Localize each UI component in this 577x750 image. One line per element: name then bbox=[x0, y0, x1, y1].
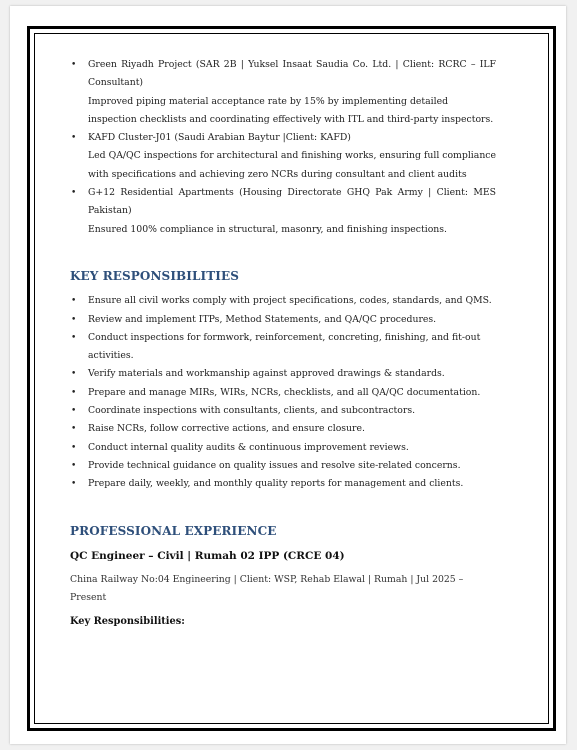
bullet-icon: • bbox=[71, 479, 77, 490]
company-line: China Railway No:04 Engineering | Client: WSP, Rehab Elawal | Rumah | Jul 2025 – Present bbox=[70, 574, 464, 604]
list-item bbox=[70, 329, 496, 366]
bullet-icon: • bbox=[71, 60, 77, 70]
project-item bbox=[70, 129, 496, 184]
list-item bbox=[70, 475, 496, 493]
key-responsibilities-label: Key Responsibilities: bbox=[70, 615, 185, 627]
list-item bbox=[70, 384, 496, 402]
bullet-icon: • bbox=[71, 460, 77, 471]
job-title: QC Engineer – Civil | Rumah 02 IPP (CRCE 04) bbox=[70, 549, 345, 562]
project-list bbox=[70, 56, 496, 239]
resume-content bbox=[70, 56, 496, 631]
project-title: KAFD Cluster-J01 (Saudi Arabian Baytur |Client: KAFD) bbox=[88, 132, 351, 144]
list-item-text: Coordinate inspections with consultants, clients, and subcontractors. bbox=[88, 405, 416, 417]
bullet-icon: • bbox=[71, 387, 77, 398]
project-title: G+12 Residential Apartments (Housing Directorate GHQ Pak Army | Client: MES Pakistan) bbox=[88, 187, 496, 217]
section-heading-key-responsibilities: KEY RESPONSIBILITIES bbox=[70, 268, 239, 283]
list-item-text: Prepare and manage MIRs, WIRs, NCRs, checklists, and all QA/QC documentation. bbox=[88, 386, 481, 398]
list-item bbox=[70, 457, 496, 475]
list-item-text: Conduct internal quality audits & continuous improvement reviews. bbox=[88, 441, 409, 453]
bullet-icon: • bbox=[71, 188, 77, 199]
bullet-icon: • bbox=[71, 314, 77, 325]
list-item-text: Verify materials and workmanship against approved drawings & standards. bbox=[88, 368, 445, 380]
list-item-text: Prepare daily, weekly, and monthly quality reports for management and clients. bbox=[88, 478, 464, 490]
list-item bbox=[70, 402, 496, 420]
responsibility-list bbox=[70, 292, 496, 493]
list-item-text: Raise NCRs, follow corrective actions, and ensure closure. bbox=[88, 423, 365, 435]
list-item-text: Provide technical guidance on quality issues and resolve site-related concerns. bbox=[88, 459, 461, 471]
project-item bbox=[70, 184, 496, 239]
project-description: Improved piping material acceptance rate by 15% by implementing detailed inspection checklists and coordinating effectively with ITL and third-party inspectors. bbox=[88, 95, 494, 125]
list-item bbox=[70, 420, 496, 438]
bullet-icon: • bbox=[71, 296, 77, 307]
project-description: Ensured 100% compliance in structural, masonry, and finishing inspections. bbox=[88, 223, 448, 235]
list-item bbox=[70, 311, 496, 329]
section-heading-professional-experience: PROFESSIONAL EXPERIENCE bbox=[70, 523, 277, 538]
project-description: Led QA/QC inspections for architectural and finishing works, ensuring full compliance with specifications and achieving zero NCRs during consultant and client audits bbox=[88, 150, 497, 180]
list-item-text: Review and implement ITPs, Method Statements, and QA/QC procedures. bbox=[88, 313, 437, 325]
bullet-icon: • bbox=[71, 406, 77, 417]
list-item-text: Ensure all civil works comply with project specifications, codes, standards, and QMS. bbox=[88, 295, 492, 307]
list-item bbox=[70, 292, 496, 310]
bullet-icon: • bbox=[71, 332, 77, 343]
project-title: Green Riyadh Project (SAR 2B | Yuksel Insaat Saudia Co. Ltd. | Client: RCRC – ILF Consultant) bbox=[88, 59, 496, 89]
list-item-text: Conduct inspections for formwork, reinforcement, concreting, finishing, and fit-out activities. bbox=[88, 331, 481, 362]
document-page bbox=[10, 6, 566, 744]
project-item bbox=[70, 56, 496, 129]
list-item bbox=[70, 439, 496, 457]
bullet-icon: • bbox=[71, 442, 77, 453]
bullet-icon: • bbox=[71, 133, 77, 144]
bullet-icon: • bbox=[71, 424, 77, 435]
bullet-icon: • bbox=[71, 369, 77, 380]
list-item bbox=[70, 365, 496, 383]
